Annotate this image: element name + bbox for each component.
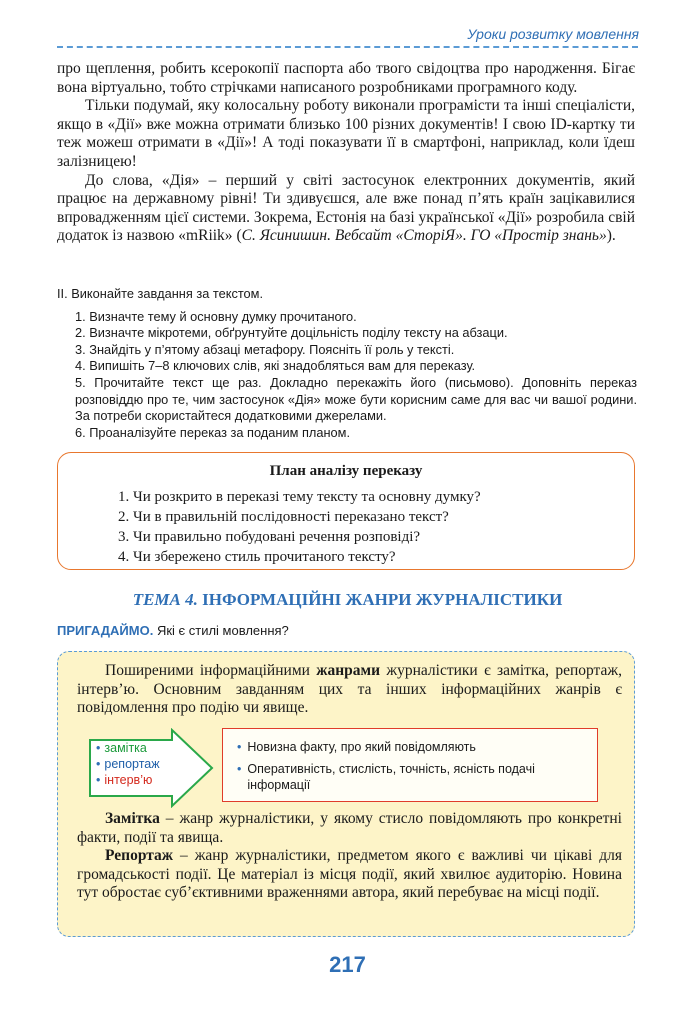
tasks-section bbox=[57, 286, 637, 441]
task-item: 4. Випишіть 7–8 ключових слів, які знадобляться вам для переказу. bbox=[75, 358, 476, 374]
running-header: Уроки розвитку мовлення bbox=[467, 26, 639, 42]
genres-list bbox=[96, 740, 160, 788]
tasks-heading: ІІ. Виконайте завдання за текстом. bbox=[57, 286, 264, 301]
genre-item bbox=[96, 772, 160, 788]
plan-item: 1. Чи розкрито в переказі тему тексту та основну думку? bbox=[118, 489, 481, 505]
task-item: 5. Прочитайте текст ще раз. Докладно перекажіть його (письмово). Доповніть переказ розповіддю про те, чим застосунок «Дія» може бути корисним саме для вас чи вашої родини. За потреби скористайтеся додатковими джерелами. bbox=[75, 374, 637, 424]
recall-prompt bbox=[57, 623, 289, 638]
paragraph bbox=[57, 172, 635, 246]
genre-definitions bbox=[77, 810, 622, 903]
feature-text: Новизна факту, про який повідомляють bbox=[247, 740, 476, 754]
task-item: 3. Знайдіть у п’ятому абзаці метафору. Поясніть її роль у тексті. bbox=[75, 341, 455, 357]
topic-title bbox=[0, 590, 695, 610]
intro-paragraph bbox=[77, 662, 622, 718]
bullet-icon: • bbox=[237, 740, 242, 754]
plan-item: 2. Чи в правильній послідовності переказано текст? bbox=[118, 509, 449, 525]
citation-close: ). bbox=[606, 227, 616, 245]
definition-paragraph bbox=[77, 810, 622, 847]
task-item: 2. Визначте мікротеми, обґрунтуйте доцільність поділу тексту на абзаци. bbox=[75, 325, 508, 341]
task-item: 6. Проаналізуйте переказ за поданим планом. bbox=[75, 424, 350, 440]
analysis-plan-box bbox=[57, 452, 635, 570]
citation-open: ( bbox=[232, 227, 242, 245]
topic-name: ІНФОРМАЦІЙНІ ЖАНРИ ЖУРНАЛІСТИКИ bbox=[197, 590, 563, 609]
definition-term: Репортаж bbox=[105, 847, 174, 865]
bullet-icon: • bbox=[96, 757, 101, 771]
genre-label: репортаж bbox=[104, 757, 160, 771]
genre-label: інтерв’ю bbox=[104, 773, 153, 787]
genres-intro bbox=[77, 662, 622, 718]
intro-term: жанрами bbox=[316, 662, 381, 679]
plan-item: 3. Чи правильно побудовані речення розповіді? bbox=[118, 529, 421, 545]
bullet-icon: • bbox=[96, 773, 101, 787]
page-number: 217 bbox=[329, 952, 366, 977]
paragraph: Тільки подумай, яку колосальну роботу виконали програмісти та інші спеціалісти, якщо в «Дії» вже можна отримати близько 100 різних документів! І свою ID-картку ти теж можеш отримати в «Дії»! А тоді показувати її в смартфоні, наприклад, коли їдеш залізницею! bbox=[57, 97, 635, 170]
bullet-icon: • bbox=[237, 762, 242, 776]
bullet-icon: • bbox=[96, 741, 101, 755]
intro-text: Поширеними інформаційними bbox=[105, 662, 317, 679]
reading-text bbox=[57, 60, 635, 246]
definition-paragraph bbox=[77, 847, 622, 903]
paragraph: про щеплення, робить ксерокопії паспорта або твого свідоцтва про народження. Бігає вона віртуально, тобто стрічками написаного розробниками програмного коду. bbox=[57, 60, 635, 96]
genre-item bbox=[96, 740, 160, 756]
feature-item bbox=[237, 739, 589, 755]
definition-text: – жанр журналістики, у якому стисло повідомляють про конкретні факти, події та явища. bbox=[77, 810, 622, 846]
citation: С. Ясинишин. Вебсайт «СторіЯ». ГО «Простір знань» bbox=[241, 227, 607, 245]
tasks-list bbox=[57, 309, 637, 442]
feature-text: Оперативність, стислість, точність, ясність подачі інформації bbox=[247, 762, 535, 792]
definition-term: Замітка bbox=[105, 810, 160, 827]
genre-item bbox=[96, 756, 160, 772]
intro-text: журналістики є замітка, репортаж, інтерв’ю. Основним завданням цих та інших інформаційних жанрів є повідомлення про подію чи явище. bbox=[77, 662, 622, 717]
recall-label: ПРИГАДАЙМО. bbox=[57, 623, 154, 638]
topic-number: ТЕМА 4. bbox=[132, 590, 198, 609]
recall-question: Які є стилі мовлення? bbox=[153, 623, 289, 638]
plan-list bbox=[58, 487, 634, 567]
task-item: 1. Визначте тему й основну думку прочитаного. bbox=[75, 308, 357, 324]
plan-title: План аналізу переказу bbox=[269, 463, 423, 479]
paragraph-text: До слова, «Дія» – перший у світі застосунок електронних документів, який працює на державному рівні! Ти здивуєшся, але вже понад п’ять країн зацікавилися впровадженням цієї системи. Зокрема, Естонія на базі української «Дії» розробила свій додаток із назвою «mRiik» bbox=[57, 171, 635, 245]
features-box bbox=[222, 728, 598, 802]
genre-label: замітка bbox=[104, 741, 147, 755]
definition-text: – жанр журналістики, предметом якого є важливі чи цікаві для громадськості події. Це матеріал із місця події, який хвилює аудиторію. Новина тут обростає суб’єктивними враженнями автора, який перебуває на місці події. bbox=[77, 847, 622, 902]
header-divider bbox=[57, 46, 638, 48]
plan-item: 4. Чи збережено стиль прочитаного тексту? bbox=[118, 549, 396, 565]
feature-item bbox=[237, 761, 589, 793]
